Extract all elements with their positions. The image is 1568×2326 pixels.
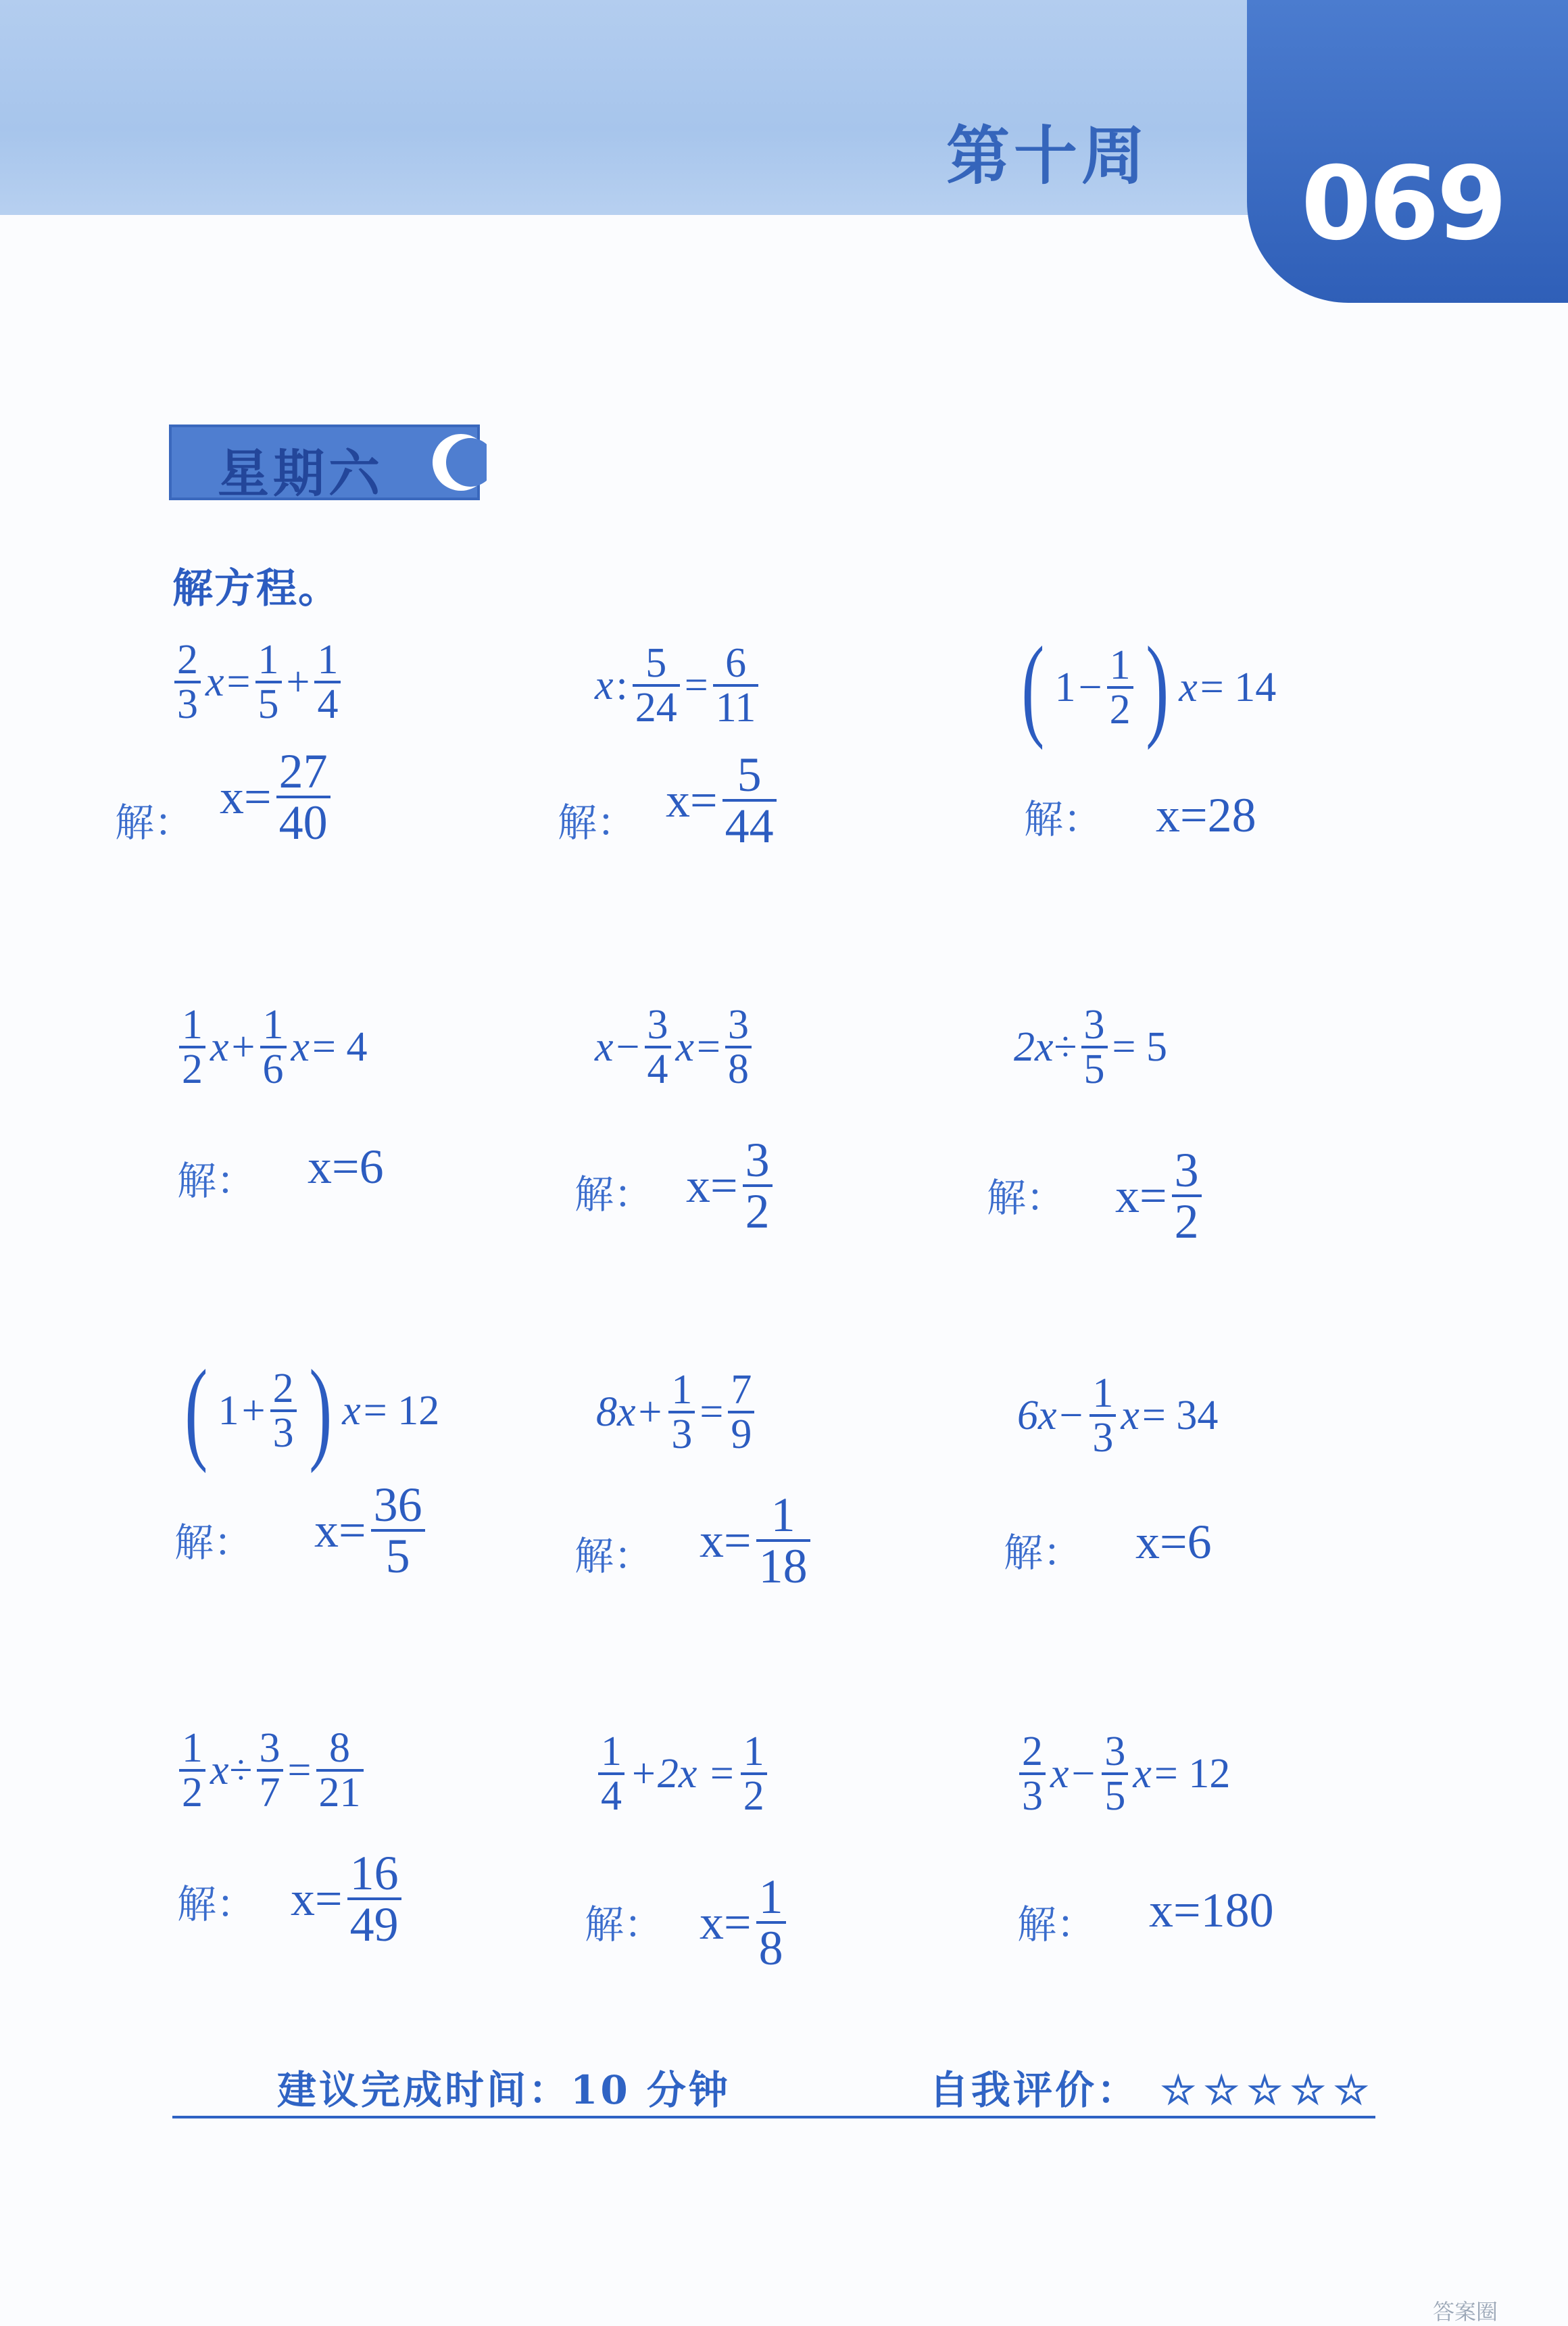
answer-label: 解： bbox=[574, 1533, 654, 1579]
fraction: $\frac{3}{8}$ bbox=[725, 1004, 752, 1090]
fraction: $\frac{7}{9}$ bbox=[728, 1369, 754, 1455]
fraction: $\frac{1}{5}$ bbox=[255, 639, 282, 725]
answer-9: x=6 bbox=[1135, 1515, 1212, 1569]
fraction: $\frac{1}{18}$ bbox=[756, 1491, 810, 1591]
fraction: $\frac{5}{24}$ bbox=[633, 642, 680, 729]
fraction: $\frac{2}{3}$ bbox=[1019, 1730, 1046, 1817]
watermark: 答案圈 bbox=[1433, 2299, 1498, 2325]
fraction: $\frac{1}{2}$ bbox=[741, 1730, 767, 1817]
fraction: $\frac{5}{44}$ bbox=[722, 750, 777, 850]
fraction: $\frac{3}{5}$ bbox=[1102, 1730, 1128, 1817]
week-title: 第十周 bbox=[946, 120, 1150, 193]
answer-11: x= $\frac{1}{8}$ bbox=[700, 1872, 788, 1972]
footer-divider bbox=[172, 2116, 1375, 2118]
instruction-text: 解方程。 bbox=[172, 565, 340, 612]
answer-2: x= $\frac{5}{44}$ bbox=[666, 750, 779, 850]
fraction: $\frac{3}{4}$ bbox=[645, 1004, 671, 1090]
fraction: $\frac{1}{3}$ bbox=[1089, 1372, 1116, 1459]
equation-8: 8x+ $\frac{1}{3}$ = $\frac{7}{9}$ bbox=[596, 1369, 756, 1455]
answer-label: 解： bbox=[1004, 1530, 1083, 1576]
self-eval-label: 自我评价： bbox=[929, 2067, 1140, 2113]
day-label: 星期六 bbox=[218, 443, 384, 504]
answer-label: 解： bbox=[987, 1175, 1066, 1221]
equation-7: ( 1 + $\frac{2}{3}$ ) x = 12 bbox=[185, 1347, 440, 1474]
fraction: $\frac{8}{21}$ bbox=[316, 1727, 364, 1814]
star-icon[interactable]: ☆ bbox=[1247, 2067, 1285, 2113]
suggested-time: 建议完成时间：10 分钟 bbox=[277, 2067, 731, 2113]
fraction: $\frac{2}{3}$ bbox=[174, 639, 201, 725]
equation-2: x : $\frac{5}{24}$ = $\frac{6}{11}$ bbox=[595, 642, 760, 729]
answer-5: x= $\frac{3}{2}$ bbox=[686, 1136, 775, 1236]
fraction: $\frac{6}{11}$ bbox=[713, 642, 759, 729]
fraction: $\frac{1}{2}$ bbox=[179, 1004, 205, 1090]
fraction: $\frac{3}{2}$ bbox=[743, 1136, 773, 1236]
answer-label: 解： bbox=[115, 800, 194, 846]
self-evaluation bbox=[929, 2058, 1371, 2115]
equation-10: $\frac{1}{2}$ x÷ $\frac{3}{7}$ = $\frac{8}{21}$ bbox=[177, 1727, 366, 1814]
answer-label: 解： bbox=[1024, 796, 1103, 842]
equation-11: $\frac{1}{4}$ +2x = $\frac{1}{2}$ bbox=[596, 1730, 769, 1817]
fraction: $\frac{16}{49}$ bbox=[347, 1849, 401, 1949]
equation-1: $\frac{2}{3}$ x = $\frac{1}{5}$ + $\frac{1}{4}$ bbox=[172, 639, 343, 725]
answer-8: x= $\frac{1}{18}$ bbox=[700, 1491, 812, 1591]
answer-label: 解： bbox=[174, 1520, 253, 1566]
star-icon[interactable]: ☆ bbox=[1333, 2067, 1372, 2113]
fraction: $\frac{1}{6}$ bbox=[260, 1004, 287, 1090]
answer-4: x=6 bbox=[308, 1140, 384, 1194]
fraction: $\frac{3}{5}$ bbox=[1081, 1004, 1108, 1090]
fraction: $\frac{27}{40}$ bbox=[276, 747, 330, 847]
fraction: $\frac{1}{3}$ bbox=[668, 1369, 695, 1455]
answer-label: 解： bbox=[558, 800, 637, 846]
answer-12: x=180 bbox=[1149, 1883, 1274, 1937]
fraction: $\frac{1}{2}$ bbox=[179, 1727, 205, 1814]
answer-label: 解： bbox=[574, 1171, 654, 1217]
answer-label: 解： bbox=[1017, 1901, 1096, 1947]
equation-4: $\frac{1}{2}$ x + $\frac{1}{6}$ x = 4 bbox=[177, 1004, 368, 1090]
answer-label: 解： bbox=[177, 1881, 256, 1927]
equation-12: $\frac{2}{3}$ x− $\frac{3}{5}$ x = 12 bbox=[1017, 1730, 1230, 1817]
answer-7: x= $\frac{36}{5}$ bbox=[314, 1480, 427, 1580]
star-icon[interactable]: ☆ bbox=[1204, 2067, 1242, 2113]
page-number: 069 bbox=[1301, 145, 1505, 263]
answer-label: 解： bbox=[177, 1158, 256, 1204]
fraction: $\frac{3}{2}$ bbox=[1172, 1146, 1202, 1246]
equation-5: x − $\frac{3}{4}$ x = $\frac{3}{8}$ bbox=[595, 1004, 754, 1090]
star-icon[interactable]: ☆ bbox=[1290, 2067, 1329, 2113]
fraction: $\frac{3}{7}$ bbox=[257, 1727, 283, 1814]
equation-3: ( 1 − $\frac{1}{2}$ ) x = 14 bbox=[1021, 623, 1277, 750]
fraction: $\frac{2}{3}$ bbox=[270, 1367, 297, 1454]
fraction: $\frac{36}{5}$ bbox=[371, 1480, 425, 1580]
answer-6: x= $\frac{3}{2}$ bbox=[1115, 1146, 1204, 1246]
fraction: $\frac{1}{2}$ bbox=[1107, 644, 1133, 731]
answer-label: 解： bbox=[585, 1901, 664, 1947]
rating-stars bbox=[1139, 2067, 1371, 2113]
fraction: $\frac{1}{4}$ bbox=[314, 639, 341, 725]
answer-10: x= $\frac{16}{49}$ bbox=[291, 1849, 403, 1949]
fraction: $\frac{1}{4}$ bbox=[598, 1730, 624, 1817]
equation-6: 2x÷ $\frac{3}{5}$ = 5 bbox=[1014, 1002, 1168, 1092]
answer-1: x= $\frac{27}{40}$ bbox=[220, 747, 333, 847]
equation-9: 6x− $\frac{1}{3}$ x = 34 bbox=[1017, 1370, 1219, 1461]
crescent-moon-icon bbox=[430, 431, 487, 493]
fraction: $\frac{1}{8}$ bbox=[756, 1872, 786, 1972]
answer-3: x=28 bbox=[1156, 788, 1256, 842]
star-icon[interactable]: ☆ bbox=[1160, 2067, 1199, 2113]
